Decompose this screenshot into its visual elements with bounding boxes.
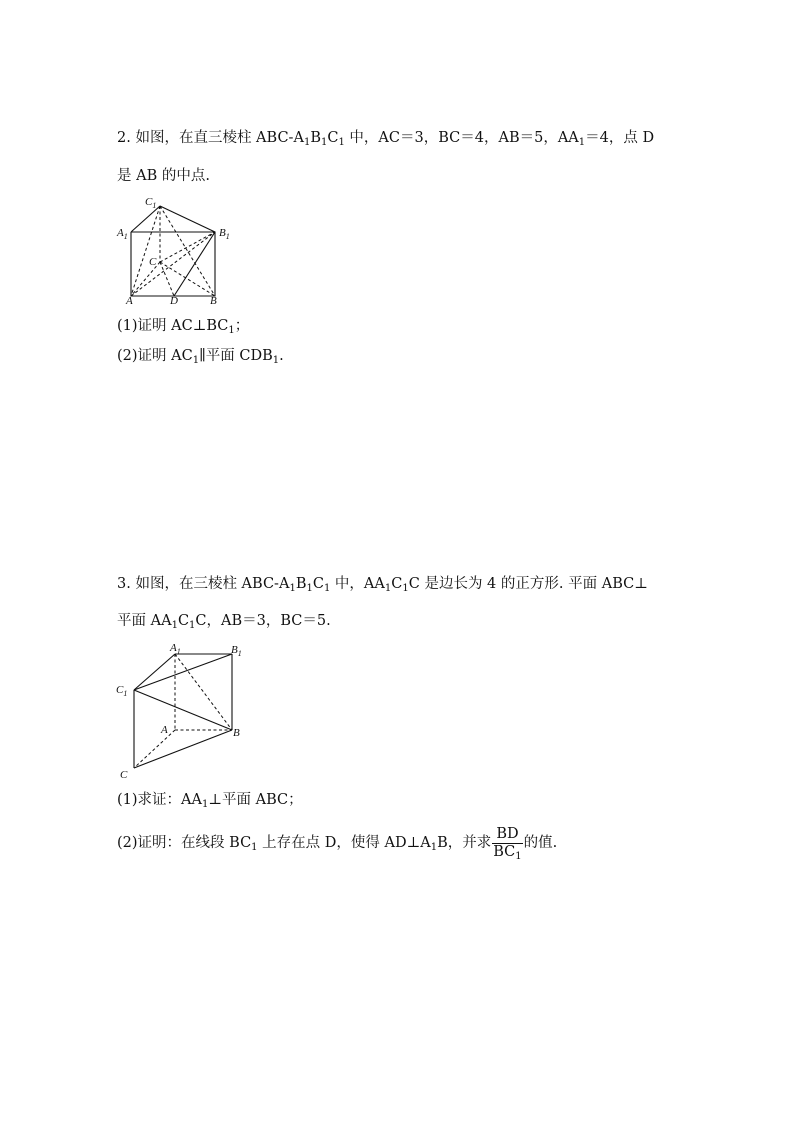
vertex-label-b1: $B_1$	[231, 644, 242, 658]
problem-3-question-2: (2)证明：在线段 $BC_1$ 上存在点 D，使得 $AD\perp A_1B$，并求 $\frac{BD}{BC_1}$ 的值.	[117, 825, 558, 862]
vertex-label-d: D	[170, 295, 178, 307]
problem-2-question-2: (2)证明 $AC_1\parallel$平面 $CDB_1$.	[117, 348, 284, 366]
problem-3-stem-line-1: 3. 如图，在三棱柱 ABC-$A_1B_1C_1$ 中，$AA_1C_1C$ 是边长为 4 的正方形. 平面 ABC⊥	[117, 576, 648, 594]
problem-2-number: 2.	[117, 130, 131, 146]
vertex-label-a1: $A_1$	[117, 227, 128, 241]
problem-2-stem-line-1: 2. 如图，在直三棱柱 ABC-$A_1B_1C_1$ 中，AC＝3，BC＝4，AB＝5，$AA_1=4$，点 D	[117, 130, 655, 148]
vertex-label-a: A	[126, 295, 133, 307]
fraction-denominator: $BC_1$	[493, 843, 522, 862]
vertex-label-b1: $B_1$	[219, 227, 230, 241]
problem-3-number: 3.	[117, 576, 131, 592]
vertex-label-a1: $A_1$	[170, 642, 181, 656]
fraction-numerator: BD	[492, 826, 522, 844]
vertex-label-c: C	[149, 256, 157, 268]
problem-2-stem-line-2: 是 AB 的中点.	[117, 168, 210, 184]
problem-3-question-1: (1)求证：$AA_1\perp$平面 ABC；	[117, 792, 303, 810]
problem-2-question-1: (1)证明 $AC\perp BC_1$；	[117, 318, 250, 336]
prism-dashed-edges	[134, 654, 232, 768]
ratio-fraction	[492, 826, 522, 861]
problem-3-stem-line-2: 平面 $AA_1C_1C$，AB＝3，BC＝5.	[117, 613, 331, 631]
vertex-label-b: B	[210, 295, 217, 307]
vertex-label-a: A	[161, 724, 168, 736]
vertex-label-b: B	[233, 727, 240, 739]
vertex-label-c: C	[120, 769, 128, 781]
vertex-label-c1: $C_1$	[145, 196, 157, 210]
vertex-label-c1: $C_1$	[116, 684, 128, 698]
prism-solid-edges	[134, 654, 232, 768]
